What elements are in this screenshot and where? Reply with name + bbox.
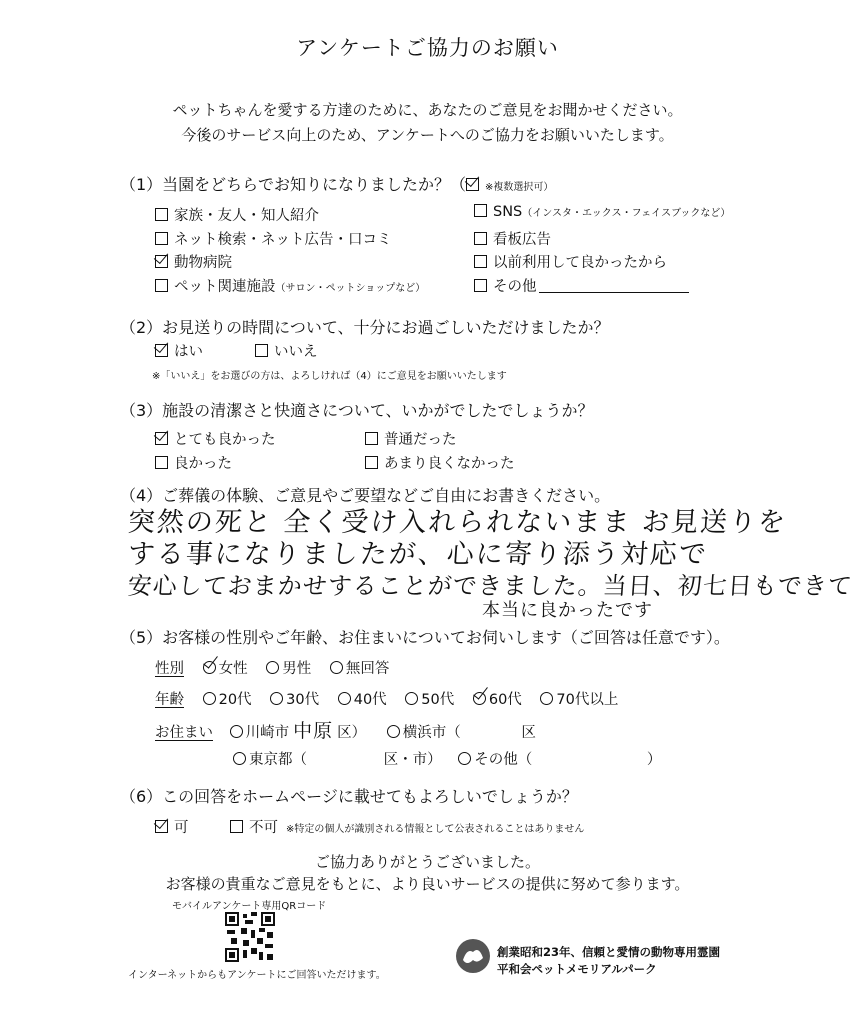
q6-question: （6）この回答をホームページに載せてもよろしいでしょうか？	[120, 787, 578, 806]
q5-residence-row-1: お住まい 川崎市 中原 区） 横浜市（ 区	[155, 720, 536, 742]
age-60[interactable]: 60代	[488, 692, 522, 708]
checkbox-checked-icon[interactable]	[155, 820, 168, 833]
gender-no-answer[interactable]: 無回答	[345, 661, 390, 677]
checkbox-icon[interactable]	[474, 279, 487, 292]
closing-line-1: ご協力ありがとうございました。	[314, 853, 540, 871]
checkbox-icon[interactable]	[255, 344, 268, 357]
checkbox-icon[interactable]	[155, 232, 168, 245]
internet-note: インターネットからもアンケートにご回答いただけます。	[128, 970, 386, 981]
radio-checked-icon[interactable]	[203, 661, 216, 674]
radio-icon[interactable]	[233, 752, 246, 765]
gender-female[interactable]: 女性	[218, 661, 248, 677]
age-70-plus[interactable]: 70代以上	[556, 692, 619, 708]
closing-line-2: お客様の貴重なご意見をもとに、より良いサービスの提供に努めて参ります。	[165, 875, 690, 893]
age-30[interactable]: 30代	[286, 692, 320, 708]
checkbox-icon[interactable]	[474, 255, 487, 268]
q2-option-no[interactable]: いいえ	[255, 340, 318, 361]
kawasaki-ward-handwritten[interactable]: 中原	[293, 720, 334, 742]
checkbox-icon[interactable]	[155, 456, 168, 469]
radio-checked-icon[interactable]	[473, 692, 486, 705]
q2-option-yes[interactable]: はい	[155, 340, 203, 361]
residence-yokohama[interactable]: 横浜市（	[402, 725, 461, 741]
residence-tokyo[interactable]: 東京都（	[249, 752, 307, 768]
checkbox-icon[interactable]	[365, 432, 378, 445]
q6-note: ※特定の個人が識別される情報として公表されることはありません	[286, 824, 585, 835]
q2-question: （2）お見送りの時間について、十分にお過ごしいただけましたか？	[120, 318, 610, 337]
q1-option-previous[interactable]: 以前利用して良かったから	[474, 251, 667, 272]
q1-option-family[interactable]: 家族・友人・知人紹介	[155, 204, 319, 225]
residence-other[interactable]: その他（	[474, 752, 533, 768]
company-line-2: 平和会ペットメモリアルパーク	[497, 962, 657, 976]
q2-note: ※「いいえ」をお選びの方は、よろしければ（4）にご意見をお願いいたします	[152, 371, 507, 382]
q1-option-signboard[interactable]: 看板広告	[474, 228, 551, 249]
q3-option-not-good[interactable]: あまり良くなかった	[365, 452, 515, 473]
q1-option-sns[interactable]: SNS（インスタ・エックス・フェイスブックなど）	[474, 204, 730, 220]
q4-handwritten-line-3[interactable]: 安心しておまかせすることができました。当日、初七日もできて	[126, 572, 854, 600]
q1-question: （1）当園をどちらでお知りになりましたか？（ ※複数選択可）	[120, 175, 554, 194]
age-40[interactable]: 40代	[353, 692, 387, 708]
q1-option-pet-facility[interactable]: ペット関連施設（サロン・ペットショップなど）	[155, 275, 425, 296]
page-title: アンケートご協力のお願い	[296, 36, 559, 60]
q6-option-ok[interactable]: 可	[155, 816, 189, 837]
q4-handwritten-line-2[interactable]: する事になりましたが、心に寄り添う対応で	[126, 539, 709, 570]
q6-option-ng[interactable]: 不可	[230, 816, 278, 837]
q3-option-very-good[interactable]: とても良かった	[155, 428, 276, 449]
radio-icon[interactable]	[270, 692, 283, 705]
checkbox-icon[interactable]	[365, 456, 378, 469]
q3-option-good[interactable]: 良かった	[155, 452, 232, 473]
intro-line-1: ペットちゃんを愛する方達のために、あなたのご意見をお聞かせください。	[172, 101, 683, 119]
radio-icon[interactable]	[540, 692, 553, 705]
q4-handwritten-line-1[interactable]: 突然の死と 全く受け入れられないまま お見送りを	[126, 507, 789, 538]
checkbox-icon[interactable]	[155, 208, 168, 221]
q5-gender-row	[155, 657, 389, 678]
q5-question: （5）お客様の性別やご年齢、お住まいについてお伺いします（ご回答は任意です）。	[120, 628, 730, 647]
q1-option-other[interactable]: その他	[474, 275, 689, 296]
intro-line-2: 今後のサービス向上のため、アンケートへのご協力をお願いいたします。	[181, 126, 674, 144]
q4-question: （4）ご葬儀の体験、ご意見やご要望などご自由にお書きください。	[120, 486, 611, 505]
qr-code-icon[interactable]	[225, 912, 275, 962]
age-20[interactable]: 20代	[218, 692, 252, 708]
radio-icon[interactable]	[458, 752, 471, 765]
q5-residence-row-2: 東京都（ 区・市） その他（ ）	[233, 748, 661, 769]
radio-icon[interactable]	[387, 725, 400, 738]
age-50[interactable]: 50代	[421, 692, 455, 708]
company-line-1: 創業昭和23年、信頼と愛情の動物専用霊園	[497, 945, 721, 959]
checkbox-icon[interactable]	[155, 279, 168, 292]
q1-option-net[interactable]: ネット検索・ネット広告・口コミ	[155, 228, 392, 249]
q3-option-normal[interactable]: 普通だった	[365, 428, 457, 449]
checkbox-icon[interactable]	[474, 204, 487, 217]
gender-label: 性別	[155, 661, 184, 677]
q1-option-vet[interactable]: 動物病院	[155, 251, 232, 272]
checkbox-checked-icon[interactable]	[155, 255, 168, 268]
checkbox-icon[interactable]	[230, 820, 243, 833]
age-label: 年齢	[155, 692, 184, 708]
radio-icon[interactable]	[230, 725, 243, 738]
radio-icon[interactable]	[266, 661, 279, 674]
q5-age-row	[155, 688, 618, 709]
radio-icon[interactable]	[405, 692, 418, 705]
q1-check-sample-icon	[466, 178, 479, 191]
gender-male[interactable]: 男性	[282, 661, 312, 677]
q3-question: （3）施設の清潔さと快適さについて、いかがでしたでしょうか？	[120, 401, 594, 420]
checkbox-checked-icon[interactable]	[155, 344, 168, 357]
radio-icon[interactable]	[338, 692, 351, 705]
residence-kawasaki[interactable]: 川崎市	[245, 725, 290, 741]
qr-caption: モバイルアンケート専用QRコード	[172, 901, 327, 912]
checkbox-icon[interactable]	[474, 232, 487, 245]
other-blank-line[interactable]	[539, 291, 689, 293]
q4-handwritten-line-4[interactable]: 本当に良かったです	[482, 600, 653, 621]
checkbox-checked-icon[interactable]	[155, 432, 168, 445]
radio-icon[interactable]	[330, 661, 343, 674]
company-logo-icon	[455, 938, 491, 974]
radio-icon[interactable]	[203, 692, 216, 705]
residence-label: お住まい	[155, 725, 213, 741]
